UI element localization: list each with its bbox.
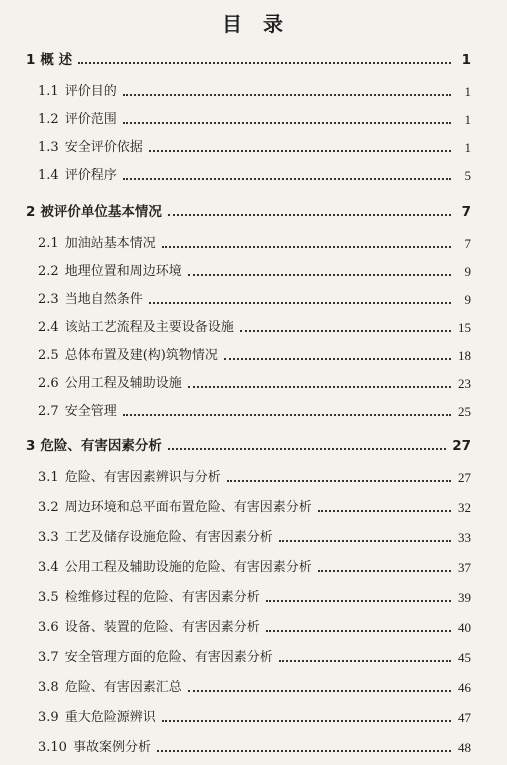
- toc-entry-title: 工艺及储存设施危险、有害因素分析: [64, 530, 273, 545]
- toc-entry-number: 3.9: [38, 710, 59, 725]
- toc-entry-page-number: 25: [458, 404, 471, 419]
- toc-entry-title: 安全管理: [64, 404, 117, 419]
- dot-leader: [188, 274, 451, 276]
- toc-entry[interactable]: [38, 232, 471, 252]
- dot-leader: [157, 750, 451, 752]
- toc-entry[interactable]: [38, 108, 471, 128]
- toc-entry-title: 重大危险源辨识: [64, 710, 156, 725]
- toc-entry-page-number: 9: [464, 292, 471, 307]
- toc-entry[interactable]: [38, 556, 471, 576]
- toc-entry-number: 2: [26, 204, 36, 220]
- toc-entry[interactable]: [38, 496, 471, 516]
- toc-entry-title: 总体布置及建(构)筑物情况: [64, 348, 218, 363]
- toc-entry-title: 安全管理方面的危险、有害因素分析: [64, 650, 273, 665]
- toc-entry-number: 3.4: [38, 560, 59, 575]
- toc-entry-page-number: 23: [458, 376, 471, 391]
- toc-entry-title: 危险、有害因素汇总: [64, 680, 182, 695]
- toc-entry-number: 1.2: [38, 112, 59, 127]
- toc-entry-number: 1: [26, 52, 36, 68]
- toc-entry-title: 安全评价依据: [64, 140, 143, 155]
- toc-entry-page-number: 48: [458, 740, 471, 755]
- toc-entry-page-number: 5: [464, 168, 471, 183]
- dot-leader: [279, 540, 451, 542]
- toc-entry-number: 2.7: [38, 404, 59, 419]
- toc-entry-page-number: 47: [458, 710, 471, 725]
- toc-entry-number: 2.2: [38, 264, 59, 279]
- toc-entry-title: 该站工艺流程及主要设备设施: [64, 320, 234, 335]
- toc-entry[interactable]: [38, 526, 471, 546]
- toc-entry-title: 地理位置和周边环境: [64, 264, 182, 279]
- toc-entry[interactable]: [38, 316, 471, 336]
- dot-leader: [123, 94, 451, 96]
- toc-entry-page-number: 39: [458, 590, 471, 605]
- dot-leader: [318, 570, 451, 572]
- toc-entry-title: 设备、装置的危险、有害因素分析: [64, 620, 260, 635]
- toc-entry[interactable]: [38, 260, 471, 280]
- toc-entry-title: 危险、有害因素分析: [40, 438, 162, 454]
- toc-entry-page-number: 18: [458, 348, 471, 363]
- toc-entry-page-number: 27: [458, 470, 471, 485]
- dot-leader: [168, 448, 446, 450]
- dot-leader: [149, 150, 451, 152]
- toc-entry-title: 评价目的: [64, 84, 117, 99]
- dot-leader: [227, 480, 451, 482]
- toc-entry-page-number: 33: [458, 530, 471, 545]
- toc-entry[interactable]: [38, 400, 471, 420]
- toc-entry-number: 3.8: [38, 680, 59, 695]
- toc-entry-page-number: 45: [458, 650, 471, 665]
- toc-entry[interactable]: [38, 646, 471, 666]
- dot-leader: [123, 178, 451, 180]
- toc-entry-page-number: 32: [458, 500, 471, 515]
- toc-entry-page-number: 9: [464, 264, 471, 279]
- toc-entry-number: 3.2: [38, 500, 59, 515]
- toc-entry-title: 评价范围: [64, 112, 117, 127]
- dot-leader: [123, 122, 451, 124]
- dot-leader: [240, 330, 451, 332]
- toc-entry-number: 2.6: [38, 376, 59, 391]
- toc-entry-title: 评价程序: [64, 168, 117, 183]
- toc-entry-title: 危险、有害因素辨识与分析: [64, 470, 221, 485]
- toc-entry-title: 加油站基本情况: [64, 236, 156, 251]
- toc-entry-title: 概 述: [40, 52, 73, 68]
- toc-entry-number: 3: [26, 438, 36, 454]
- toc-entry-number: 2.4: [38, 320, 59, 335]
- toc-entry[interactable]: [38, 80, 471, 100]
- toc-entry-page-number: 7: [464, 236, 471, 251]
- toc-entry[interactable]: [38, 344, 471, 364]
- toc-entry-page-number: 46: [458, 680, 471, 695]
- toc-entry-number: 3.5: [38, 590, 59, 605]
- toc-entry[interactable]: [26, 200, 471, 220]
- toc-entry-page-number: 40: [458, 620, 471, 635]
- toc-entry-page-number: 15: [458, 320, 471, 335]
- toc-entry[interactable]: [38, 706, 471, 726]
- toc-entry-page-number: 7: [461, 204, 471, 220]
- toc-entry-number: 2.1: [38, 236, 59, 251]
- toc-entry[interactable]: [38, 736, 471, 756]
- toc-entry[interactable]: [38, 676, 471, 696]
- dot-leader: [149, 302, 451, 304]
- dot-leader: [188, 690, 451, 692]
- dot-leader: [224, 358, 451, 360]
- dot-leader: [188, 386, 451, 388]
- toc-title: 目 录: [222, 12, 285, 36]
- dot-leader: [279, 660, 451, 662]
- toc-entry-number: 1.4: [38, 168, 59, 183]
- toc-entry[interactable]: [38, 616, 471, 636]
- dot-leader: [162, 246, 451, 248]
- toc-entry-number: 2.5: [38, 348, 59, 363]
- toc-entry-number: 3.3: [38, 530, 59, 545]
- toc-entry-number: 1.3: [38, 140, 59, 155]
- toc-entry-page-number: 1: [461, 52, 471, 68]
- dot-leader: [266, 630, 451, 632]
- toc-entry[interactable]: [38, 372, 471, 392]
- toc-entry-title: 周边环境和总平面布置危险、有害因素分析: [64, 500, 312, 515]
- toc-entry[interactable]: [38, 586, 471, 606]
- toc-entry-title: 当地自然条件: [64, 292, 143, 307]
- toc-entry-page-number: 1: [464, 140, 471, 155]
- toc-entry-title: 事故案例分析: [72, 740, 151, 755]
- toc-entry[interactable]: [38, 466, 471, 486]
- toc-entry-page-number: 1: [464, 112, 471, 127]
- toc-entry-number: 2.3: [38, 292, 59, 307]
- toc-entry[interactable]: [26, 434, 471, 454]
- dot-leader: [123, 414, 451, 416]
- dot-leader: [78, 62, 451, 64]
- dot-leader: [168, 214, 451, 216]
- toc-entry[interactable]: [26, 48, 471, 68]
- dot-leader: [318, 510, 451, 512]
- dot-leader: [162, 720, 451, 722]
- toc-entry-number: 3.1: [38, 470, 59, 485]
- toc-entry-number: 3.6: [38, 620, 59, 635]
- toc-entry-title: 公用工程及辅助设施的危险、有害因素分析: [64, 560, 312, 575]
- toc-entry-number: 1.1: [38, 84, 59, 99]
- toc-entry-title: 公用工程及辅助设施: [64, 376, 182, 391]
- toc-entry[interactable]: [38, 136, 471, 156]
- toc-entry[interactable]: [38, 288, 471, 308]
- toc-entry-title: 被评价单位基本情况: [40, 204, 162, 220]
- toc-entry-page-number: 37: [458, 560, 471, 575]
- toc-entry-title: 检维修过程的危险、有害因素分析: [64, 590, 260, 605]
- toc-entry-page-number: 27: [452, 438, 471, 454]
- toc-entry-number: 3.10: [38, 740, 67, 755]
- toc-entry-page-number: 1: [464, 84, 471, 99]
- toc-entry-number: 3.7: [38, 650, 59, 665]
- dot-leader: [266, 600, 451, 602]
- toc-entry[interactable]: [38, 164, 471, 184]
